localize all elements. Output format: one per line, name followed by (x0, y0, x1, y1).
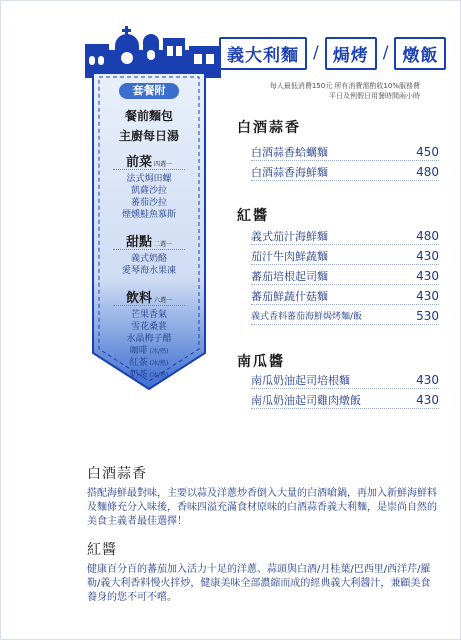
drink-heading: 飲料 六選一 (125, 291, 173, 306)
menu-row: 義式香料蕃茄海鮮焗烤麵/飯 530 (251, 307, 439, 325)
dessert-heading: 甜點 二選一 (125, 235, 173, 250)
menu-row: 南瓜奶油起司培根麵 430 (251, 371, 439, 389)
divider (113, 249, 185, 250)
title-risotto: 燉飯 (394, 37, 446, 70)
list-item: 芒果香氣 (130, 310, 167, 320)
list-item: 蕃茄沙拉 (130, 198, 167, 208)
soup-line: 主廚每日湯 (118, 129, 179, 143)
menu-row: 白酒蒜香海鮮麵 480 (251, 163, 439, 181)
description-title: 白酒蒜香 (87, 466, 147, 482)
menu-row: 義式茄汁海鮮麵 480 (251, 227, 439, 245)
category-red-sauce: 紅醬 (237, 208, 269, 224)
description-white-wine (87, 463, 439, 529)
list-item: 愛琴海水果凍 (121, 266, 176, 276)
list-item: 紅茶 (冰/熱) (129, 358, 169, 368)
description-body: 搭配海鮮最對味，主要以蒜及洋蔥炒香倒入大量的白酒嗆鍋，再加入新鮮海鮮料及麵條充分入味後，香味四溢充滿食材原味的白酒蒜香義大利麵，是崇尚自然的美食主義者最佳選擇！ (87, 488, 437, 527)
bread-line: 餐前麵包 (124, 109, 173, 123)
list-item: 奶茶 (冰/熱) (129, 370, 169, 380)
list-item: 凱薩沙拉 (130, 186, 167, 196)
list-item: 煙燻鮭魚慕斯 (121, 210, 176, 220)
service-notice (270, 81, 420, 101)
menu-row: 茄汁牛肉鮮蔬麵 430 (251, 247, 439, 265)
page-title (219, 37, 449, 69)
title-baked: 焗烤 (325, 37, 377, 70)
divider (113, 305, 185, 306)
appetizer-heading: 前菜 四選一 (125, 155, 173, 170)
menu-row: 蕃茄鮮蔬什菇麵 430 (251, 287, 439, 305)
description-body: 健康百分百的蕃茄加入活力十足的洋蔥、蒜頭與白酒/月桂葉/巴西里/西洋芹/羅勒/義大利香料慢火拌炒，健康美味全部濃縮而成的經典義大利醬汁，兼顧美食養身的您不可不嚐。 (87, 564, 431, 603)
title-separator: / (382, 43, 389, 63)
list-item: 雪花桑葚 (130, 322, 167, 332)
menu-row: 南瓜奶油起司雞肉燉飯 430 (251, 391, 439, 409)
santorini-skyline-icon (73, 16, 223, 78)
description-red-sauce (87, 539, 439, 605)
category-pumpkin: 南瓜醬 (237, 354, 285, 370)
description-title: 紅醬 (87, 542, 117, 558)
list-item: 法式焗田螺 (126, 174, 172, 184)
list-item: 水晶梅子醋 (126, 334, 172, 344)
title-pasta: 義大利麵 (219, 37, 307, 70)
list-item: 咖啡 (冰/熱) (129, 346, 169, 356)
notice-line: 平日及例假日用餐時間兩小時 (329, 92, 420, 100)
set-meal-banner (89, 73, 209, 391)
divider (113, 169, 185, 170)
title-separator: / (313, 43, 319, 63)
set-meal-badge: 套餐附 (119, 83, 179, 99)
notice-line: 每人最低消費150元 所有消費需酌收10%服務費 (269, 82, 420, 90)
menu-row: 蕃茄培根起司麵 430 (251, 267, 439, 285)
category-white-wine: 白酒蒜香 (237, 120, 301, 136)
list-item: 義式奶酪 (130, 254, 167, 264)
menu-row: 白酒蒜香蛤蠣麵 450 (251, 143, 439, 161)
